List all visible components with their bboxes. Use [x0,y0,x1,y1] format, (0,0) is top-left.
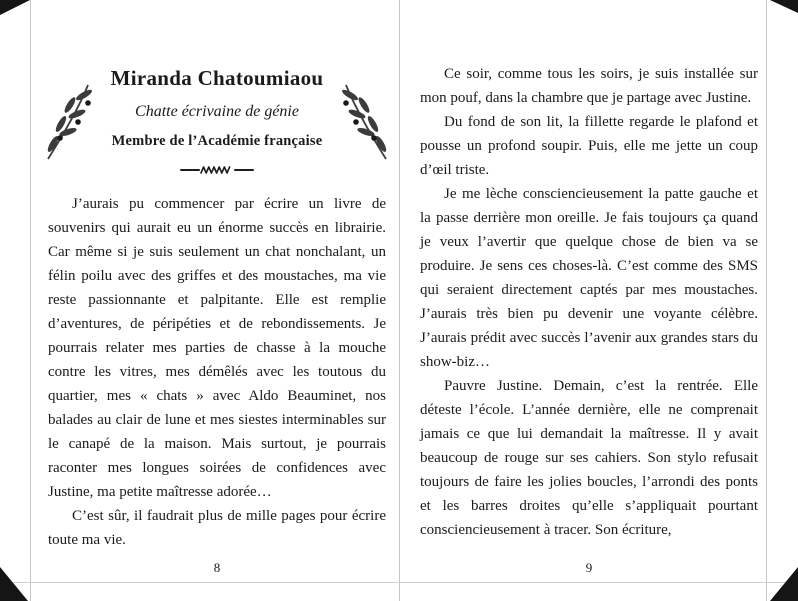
paragraph: J’aurais pu commencer par écrire un livre de souvenirs qui aurait eu un énorme succès en librairie. Car même si je suis seulement un chat nonchalant, un félin poilu avec des griffes et des moustaches, ma vie reste passionnante et palpitante. Elle est remplie d’aventures, de péripéties et de rebondissements. Je pourrais relater mes parties de chasse à la mouche contre les vitres, mes démêlés avec les toutous du quartier, mes « chats » avec Aldo Beauminet, nos balades au clair de lune et mes siestes interminables sur le canapé de la maison. Mais surtout, je pourrais raconter mes longues soirées de confidences avec Justine, ma petite maîtresse adorée… [48,196,386,500]
paragraph: Pauvre Justine. Demain, c’est la rentrée. Elle déteste l’école. L’année dernière, elle ne comprenait jamais ce que lui demandait la maîtresse. Il y avait beaucoup de rouge sur ses cahiers. Son stylo refusait toujours de faire les jolies boucles, l’arrondi des ponts et les barres droites qu’elle s’appliquait pourtant consciencieusement à tracer. Son écriture, [420,378,758,538]
paragraph: Je me lèche consciencieusement la patte gauche et la passe derrière mon oreille. Je fais toujours ça quand je veux l’avertir que quelque chose de bien va se produire. Je sens ces choses-là. C’est comme des SMS qui seraient directement captés par mes moustaches. J’aurais très bien pu devenir une voyante célèbre. J’aurais prédit avec succès l’avenir aux grandes stars du show-biz… [420,186,758,370]
squiggle-ornament-icon [177,162,257,178]
section-divider [48,162,386,178]
page-number-left: 8 [213,560,221,575]
page-number-right: 9 [585,560,593,575]
chapter-header [48,0,386,178]
page-corner-bottom-right [770,567,798,601]
olive-branch-icon-right [340,80,392,164]
right-page-body [420,0,758,542]
olive-branch-icon-left [42,80,94,164]
book-title: Miranda Chatoumiaou [110,66,324,90]
page-edge-line-left [30,0,31,601]
page-edge-line-right [766,0,767,601]
page-left [48,0,386,601]
book-subtitle: Chatte écrivaine de génie [135,103,299,120]
page-gutter-line [399,0,400,601]
author-credential: Membre de l’Académie française [111,133,323,149]
page-right [420,0,758,601]
paragraph: C’est sûr, il faudrait plus de mille pages pour écrire toute ma vie. [48,508,386,548]
left-page-body [48,192,386,552]
paragraph: Ce soir, comme tous les soirs, je suis installée sur mon pouf, dans la chambre que je partage avec Justine. [420,66,758,106]
page-corner-bottom-left [0,567,28,601]
paragraph: Du fond de son lit, la fillette regarde le plafond et pousse un profond soupir. Puis, elle me jette un coup d’œil triste. [420,114,758,178]
page-corner-top-left [0,0,30,15]
page-corner-top-right [770,0,798,13]
